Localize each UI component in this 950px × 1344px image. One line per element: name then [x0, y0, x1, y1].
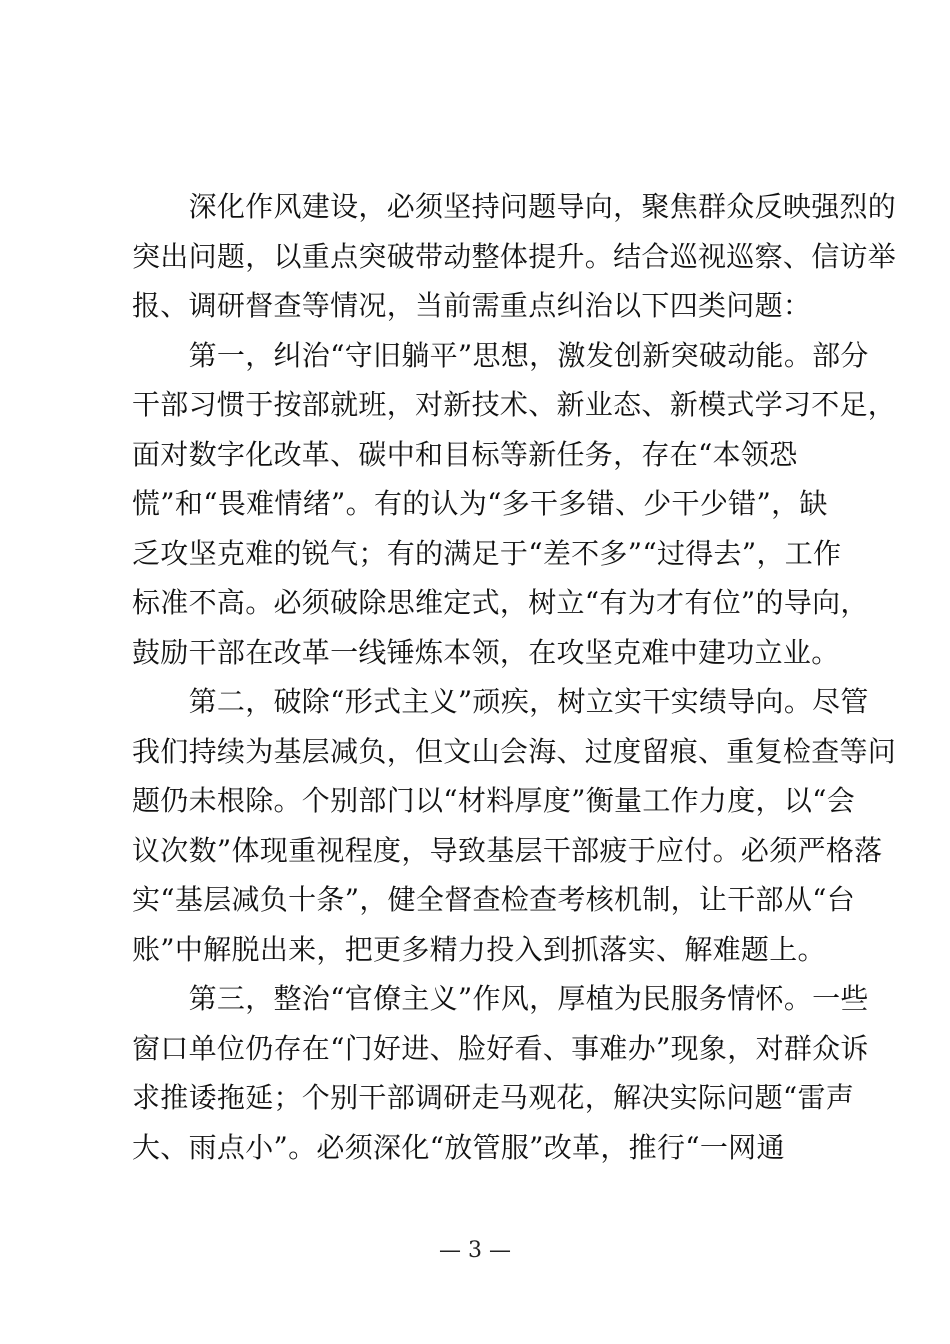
text-line: 突出问题，以重点突破带动整体提升。结合巡视巡察、信访举	[132, 239, 897, 273]
text-line: 题仍未根除。个别部门以“材料厚度”衡量工作力度，以“会	[132, 784, 856, 817]
text-line: 大、雨点小”。必须深化“放管服”改革，推行“一网通	[132, 1130, 785, 1164]
text-line: 实“基层减负十条”，健全督查检查考核机制，让干部从“台	[132, 883, 856, 916]
text-line: 账”中解脱出来，把更多精力投入到抓落实、解难题上。	[132, 932, 826, 966]
text-line: 我们持续为基层减负，但文山会海、过度留痕、重复检查等问	[132, 734, 897, 768]
text-line: 乏攻坚克难的锐气；有的满足于“差不多”“过得去”，工作	[132, 536, 842, 570]
text-line: 第三，整治“官僚主义”作风，厚植为民服务情怀。一些	[132, 982, 869, 1015]
text-line: 报、调研督查等情况，当前需重点纠治以下四类问题：	[132, 289, 812, 322]
text-line: 干部习惯于按部就班，对新技术、新业态、新模式学习不足，	[132, 388, 897, 421]
text-line: 鼓励干部在改革一线锤炼本领，在攻坚克难中建功立业。	[132, 635, 840, 669]
body-text	[132, 182, 897, 1172]
text-line: 议次数”体现重视程度，导致基层干部疲于应付。必须严格落	[132, 833, 883, 867]
page-number: — 3 —	[439, 1238, 511, 1263]
text-line: 深化作风建设，必须坚持问题导向，聚焦群众反映强烈的	[132, 190, 897, 223]
text-line: 求推诿拖延；个别干部调研走马观花，解决实际问题“雷声	[132, 1081, 855, 1114]
text-line: 第二，破除“形式主义”顽疾，树立实干实绩导向。尽管	[132, 685, 869, 718]
text-line: 标准不高。必须破除思维定式，树立“有为才有位”的导向，	[132, 586, 869, 619]
text-line: 慌”和“畏难情绪”。有的认为“多干多错、少干少错”，缺	[132, 487, 828, 520]
text-line: 面对数字化改革、碳中和目标等新任务，存在“本领恐	[132, 437, 798, 471]
text-line: 第一，纠治“守旧躺平”思想，激发创新突破动能。部分	[132, 338, 869, 372]
text-line: 窗口单位仍存在“门好进、脸好看、事难办”现象，对群众诉	[132, 1031, 869, 1065]
